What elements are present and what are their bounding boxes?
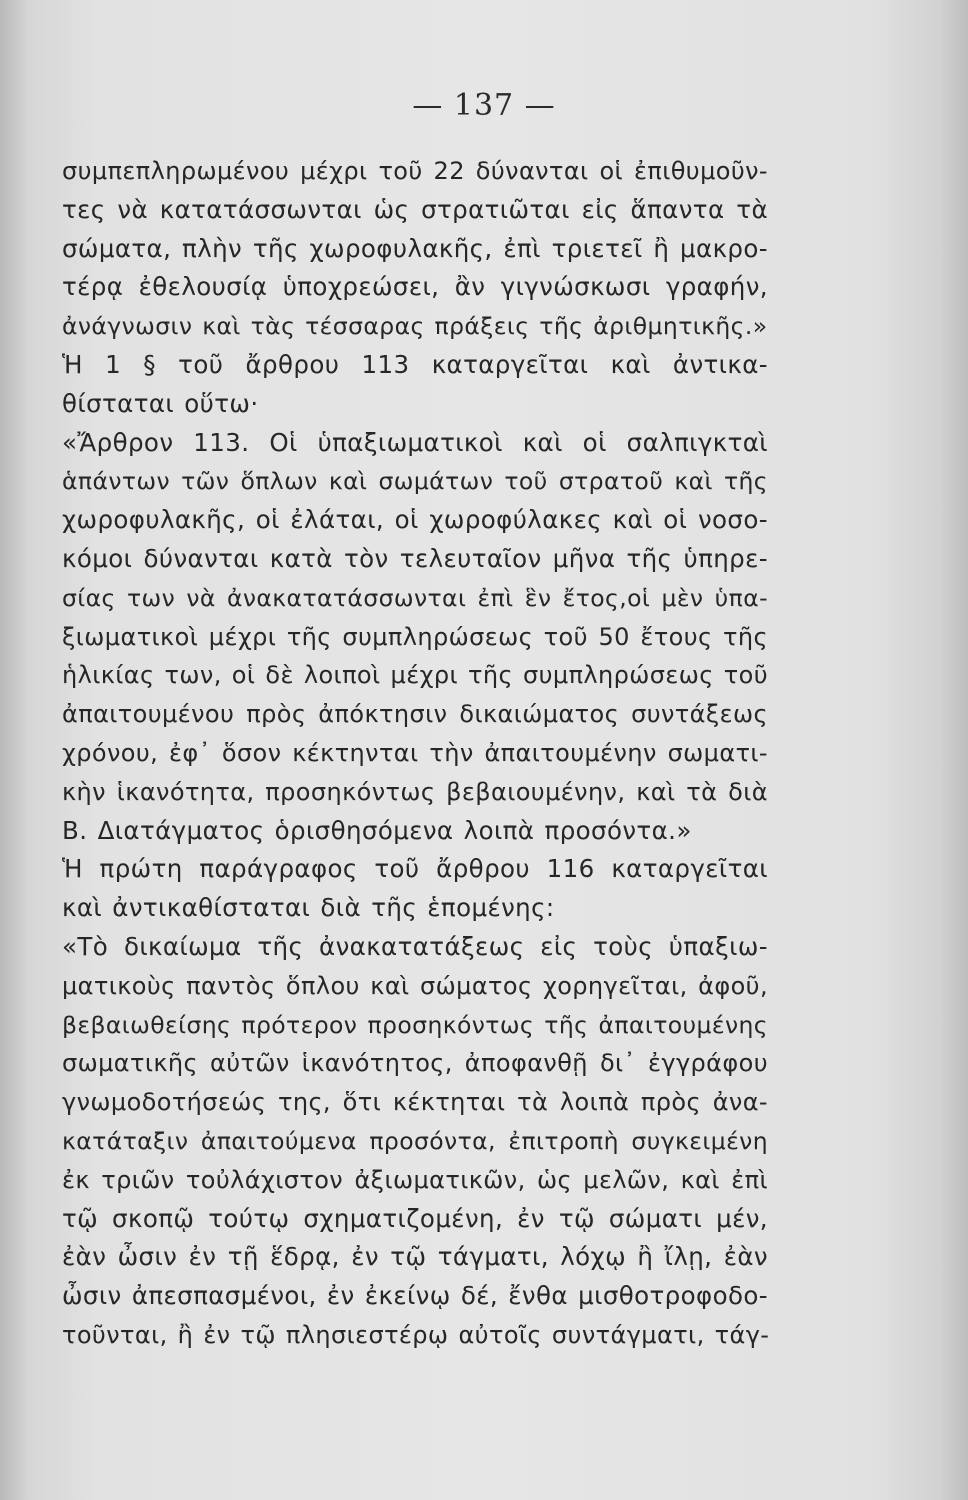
text-line: ξιωματικοὶ μέχρι τῆς συμπληρώσεως τοῦ 50 ἔτους τῆς (62, 622, 768, 651)
text-line: Ἡ πρώτη παράγραφος τοῦ ἄρθρου 116 καταργεῖται (62, 854, 768, 884)
text-line: χωροφυλακῆς, οἱ ἐλάται, οἱ χωροφύλακες καὶ οἱ νοσο- (62, 505, 768, 535)
text-line: συμπεπληρωμένου μέχρι τοῦ 22 δύνανται οἱ ἐπιθυμοῦν- (62, 157, 768, 185)
text-line: Β. Διατάγματος ὁρισθησόμενα λοιπὰ προσόντα.» (62, 815, 692, 845)
text-line: τῷ σκοπῷ τούτῳ σχηματιζομένη, ἐν τῷ σώματι μέν, (62, 1203, 768, 1233)
text-line: «Ἄρθρον 113. Οἱ ὑπαξιωματικοὶ καὶ οἱ σαλπιγκταὶ (62, 427, 768, 457)
text-line: κὴν ἱκανότητα, προσηκόντως βεβαιουμένην, καὶ τὰ διὰ (62, 777, 768, 806)
text-line: βεβαιωθείσης πρότερον προσηκόντως τῆς ἀπαιτουμένης (62, 1010, 768, 1039)
text-line: ὦσιν ἀπεσπασμένοι, ἐν ἐκείνῳ δέ, ἔνθα μισθοτροφοδο- (62, 1281, 768, 1311)
text-line: ἡλικίας των, οἱ δὲ λοιποὶ μέχρι τῆς συμπληρώσεως τοῦ (62, 661, 768, 690)
text-line: Ἡ 1 § τοῦ ἄρθρου 113 καταργεῖται καὶ ἀντικα- (62, 349, 768, 379)
text-line: κόμοι δύνανται κατὰ τὸν τελευταῖον μῆνα τῆς ὑπηρε- (62, 543, 768, 573)
text-line: σώματα, πλὴν τῆς χωροφυλακῆς, ἐπὶ τριετεῖ ἢ μακρο- (62, 233, 768, 263)
text-line: ἀνάγνωσιν καὶ τὰς τέσσαρας πράξεις τῆς ἀριθμητικῆς.» (62, 312, 768, 341)
text-line: ἁπάντων τῶν ὅπλων καὶ σωμάτων τοῦ στρατοῦ καὶ τῆς (62, 467, 768, 496)
text-line: χρόνου, ἐφ᾽ ὅσον κέκτηνται τὴν ἀπαιτουμένην σωματι- (62, 738, 768, 767)
text-line: θίσταται οὕτω· (62, 388, 259, 418)
body-text (62, 152, 768, 1355)
text-line: τέρᾳ ἐθελουσίᾳ ὑποχρεώσει, ἂν γιγνώσκωσι γραφήν, (62, 272, 768, 302)
text-line: ἀπαιτουμένου πρὸς ἀπόκτησιν δικαιώματος συντάξεως (62, 700, 768, 729)
page-number: — 137 — (412, 88, 556, 123)
text-line: τες νὰ κατατάσσωνται ὡς στρατιῶται εἰς ἅπαντα τὰ (62, 194, 768, 224)
text-line: καὶ ἀντικαθίσταται διὰ τῆς ἑπομένης: (62, 893, 555, 923)
text-line: τοῦνται, ἢ ἐν τῷ πλησιεστέρῳ αὐτοῖς συντάγματι, τάγ- (62, 1320, 770, 1349)
text-line: σωματικῆς αὐτῶν ἱκανότητος, ἀποφανθῇ δι᾽ ἐγγράφου (62, 1049, 768, 1078)
text-line: γνωμοδοτήσεώς της, ὅτι κέκτηται τὰ λοιπὰ πρὸς ἀνα- (62, 1088, 768, 1117)
text-line: κατάταξιν ἀπαιτούμενα προσόντα, ἐπιτροπὴ συγκειμένη (62, 1126, 768, 1155)
text-line: ἐκ τριῶν τοὐλάχιστον ἀξιωματικῶν, ὡς μελῶν, καὶ ἐπὶ (62, 1165, 768, 1194)
text-line: ματικοὺς παντὸς ὅπλου καὶ σώματος χορηγεῖται, ἀφοῦ, (62, 971, 768, 1000)
text-line: ἐὰν ὦσιν ἐν τῇ ἕδρᾳ, ἐν τῷ τάγματι, λόχῳ ἢ ἴλῃ, ἐὰν (62, 1242, 768, 1272)
text-line: «Τὸ δικαίωμα τῆς ἀνακατατάξεως εἰς τοὺς ὑπαξιω- (62, 931, 768, 961)
text-line: σίας των νὰ ἀνακατατάσσωνται ἐπὶ ἓν ἔτος,οἱ μὲν ὑπα- (62, 583, 768, 612)
